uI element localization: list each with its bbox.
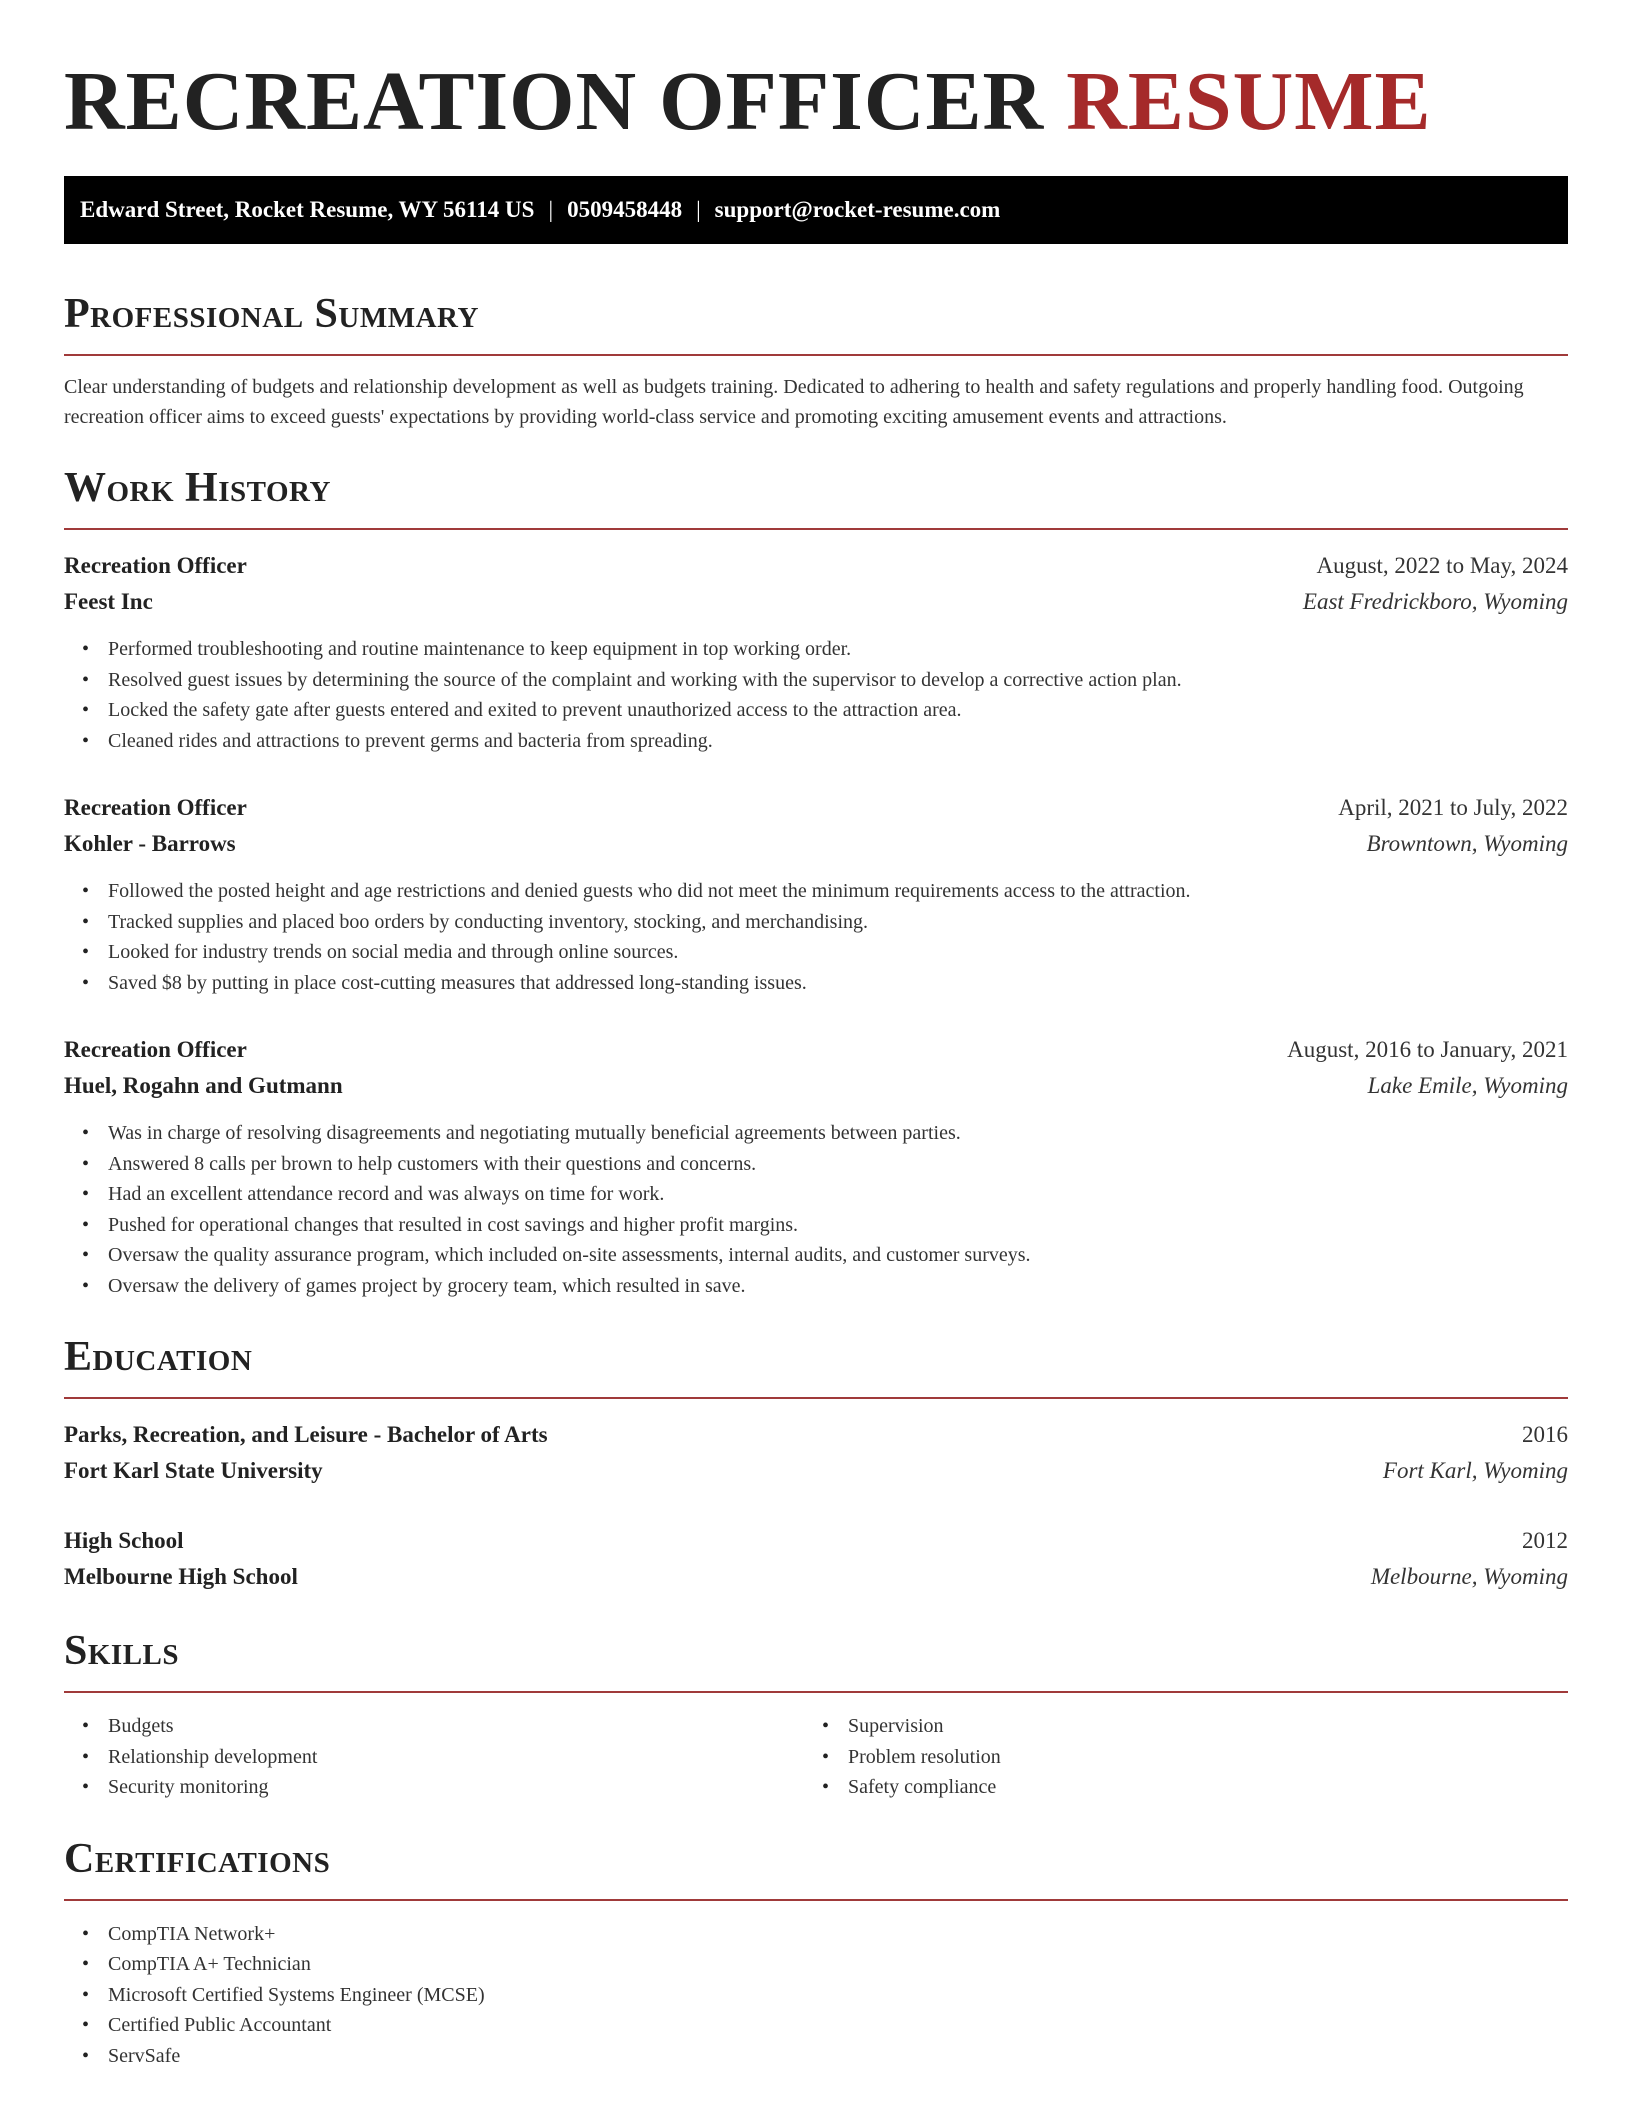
- list-item: • Answered 8 calls per brown to help customers with their questions and concerns.: [64, 1149, 1568, 1180]
- job-entry: [64, 1032, 1568, 1301]
- list-item: • Was in charge of resolving disagreements and negotiating mutually beneficial agreements between parties.: [64, 1118, 1568, 1149]
- job-entry: [64, 790, 1568, 998]
- job-bullets: [64, 876, 1568, 998]
- skills-column-right: [804, 1711, 1544, 1803]
- list-item: • Performed troubleshooting and routine maintenance to keep equipment in top working order.: [64, 634, 1568, 665]
- skill-item: • Supervision: [804, 1711, 1544, 1742]
- title-accent: RESUME: [1066, 55, 1432, 148]
- certification-item: • CompTIA A+ Technician: [64, 1949, 1568, 1980]
- education-degree: High School: [64, 1528, 184, 1553]
- job-dates: April, 2021 to July, 2022: [1338, 795, 1568, 820]
- list-item: • Oversaw the quality assurance program, which included on-site assessments, internal audits, and customer surveys.: [64, 1240, 1568, 1271]
- list-item: • Tracked supplies and placed boo orders by conducting inventory, stocking, and merchandising.: [64, 907, 1568, 938]
- education-list: [64, 1417, 1568, 1595]
- section-heading-summary: Professional Summary: [64, 288, 1568, 356]
- job-dates: August, 2022 to May, 2024: [1316, 553, 1568, 578]
- job-title: Recreation Officer: [64, 1037, 247, 1062]
- job-location: Lake Emile, Wyoming: [1367, 1073, 1568, 1098]
- contact-address: Edward Street, Rocket Resume, WY 56114 US: [80, 197, 535, 222]
- list-item: • Followed the posted height and age restrictions and denied guests who did not meet the minimum requirements access to the attraction.: [64, 876, 1568, 907]
- section-heading-certifications: Certifications: [64, 1833, 1568, 1901]
- skills-list: [64, 1711, 1568, 1803]
- list-item: • Pushed for operational changes that resulted in cost savings and higher profit margins.: [64, 1210, 1568, 1241]
- education-location: Melbourne, Wyoming: [1370, 1564, 1568, 1589]
- work-history: [64, 548, 1568, 1301]
- education-year: 2012: [1522, 1528, 1568, 1553]
- list-item: • Looked for industry trends on social media and through online sources.: [64, 937, 1568, 968]
- education-entry: [64, 1417, 1568, 1489]
- job-company: Feest Inc: [64, 589, 153, 614]
- title-main: RECREATION OFFICER: [64, 55, 1045, 148]
- certification-item: • ServSafe: [64, 2041, 1568, 2072]
- skills-column-left: [64, 1711, 804, 1803]
- resume-title: [64, 52, 1568, 152]
- list-item: • Saved $8 by putting in place cost-cutting measures that addressed long-standing issues.: [64, 968, 1568, 999]
- list-item: • Cleaned rides and attractions to prevent germs and bacteria from spreading.: [64, 726, 1568, 757]
- job-title: Recreation Officer: [64, 795, 247, 820]
- job-bullets: [64, 634, 1568, 756]
- skill-item: • Problem resolution: [804, 1742, 1544, 1773]
- section-heading-skills: Skills: [64, 1625, 1568, 1693]
- job-location: Browntown, Wyoming: [1366, 831, 1568, 856]
- list-item: • Had an excellent attendance record and was always on time for work.: [64, 1179, 1568, 1210]
- section-heading-education: Education: [64, 1331, 1568, 1399]
- job-company: Kohler - Barrows: [64, 831, 236, 856]
- contact-separator: |: [696, 197, 701, 222]
- list-item: • Locked the safety gate after guests entered and exited to prevent unauthorized access to the attraction area.: [64, 695, 1568, 726]
- certifications-list: [64, 1919, 1568, 2072]
- summary-text: Clear understanding of budgets and relationship development as well as budgets training. Dedicated to adhering to health and safety regulations and properly handling food. Outgoing recreation officer aims to exceed guests' expectations by providing world-class service and promoting exciting amusement events and attractions.: [64, 376, 1524, 428]
- list-item: • Oversaw the delivery of games project by grocery team, which resulted in save.: [64, 1271, 1568, 1302]
- section-heading-work: Work History: [64, 462, 1568, 530]
- education-year: 2016: [1522, 1422, 1568, 1447]
- certification-item: • CompTIA Network+: [64, 1919, 1568, 1950]
- education-degree: Parks, Recreation, and Leisure - Bachelor of Arts: [64, 1422, 548, 1447]
- job-title: Recreation Officer: [64, 553, 247, 578]
- list-item: • Resolved guest issues by determining the source of the complaint and working with the supervisor to develop a corrective action plan.: [64, 665, 1568, 696]
- contact-separator: |: [548, 197, 554, 222]
- skill-item: • Safety compliance: [804, 1772, 1544, 1803]
- job-company: Huel, Rogahn and Gutmann: [64, 1073, 343, 1098]
- skill-item: • Relationship development: [64, 1742, 804, 1773]
- education-school: Fort Karl State University: [64, 1458, 323, 1483]
- contact-bar: [64, 176, 1568, 244]
- job-entry: [64, 548, 1568, 756]
- job-dates: August, 2016 to January, 2021: [1287, 1037, 1568, 1062]
- education-entry: [64, 1523, 1568, 1595]
- contact-phone: 0509458448: [567, 197, 683, 222]
- education-school: Melbourne High School: [64, 1564, 298, 1589]
- certification-item: • Microsoft Certified Systems Engineer (MCSE): [64, 1980, 1568, 2011]
- education-location: Fort Karl, Wyoming: [1382, 1458, 1568, 1483]
- skill-item: • Security monitoring: [64, 1772, 804, 1803]
- certification-item: • Certified Public Accountant: [64, 2010, 1568, 2041]
- job-location: East Fredrickboro, Wyoming: [1302, 589, 1568, 614]
- resume-page: [64, 0, 1568, 2071]
- job-bullets: [64, 1118, 1568, 1301]
- contact-email: support@rocket-resume.com: [714, 197, 1001, 222]
- skill-item: • Budgets: [64, 1711, 804, 1742]
